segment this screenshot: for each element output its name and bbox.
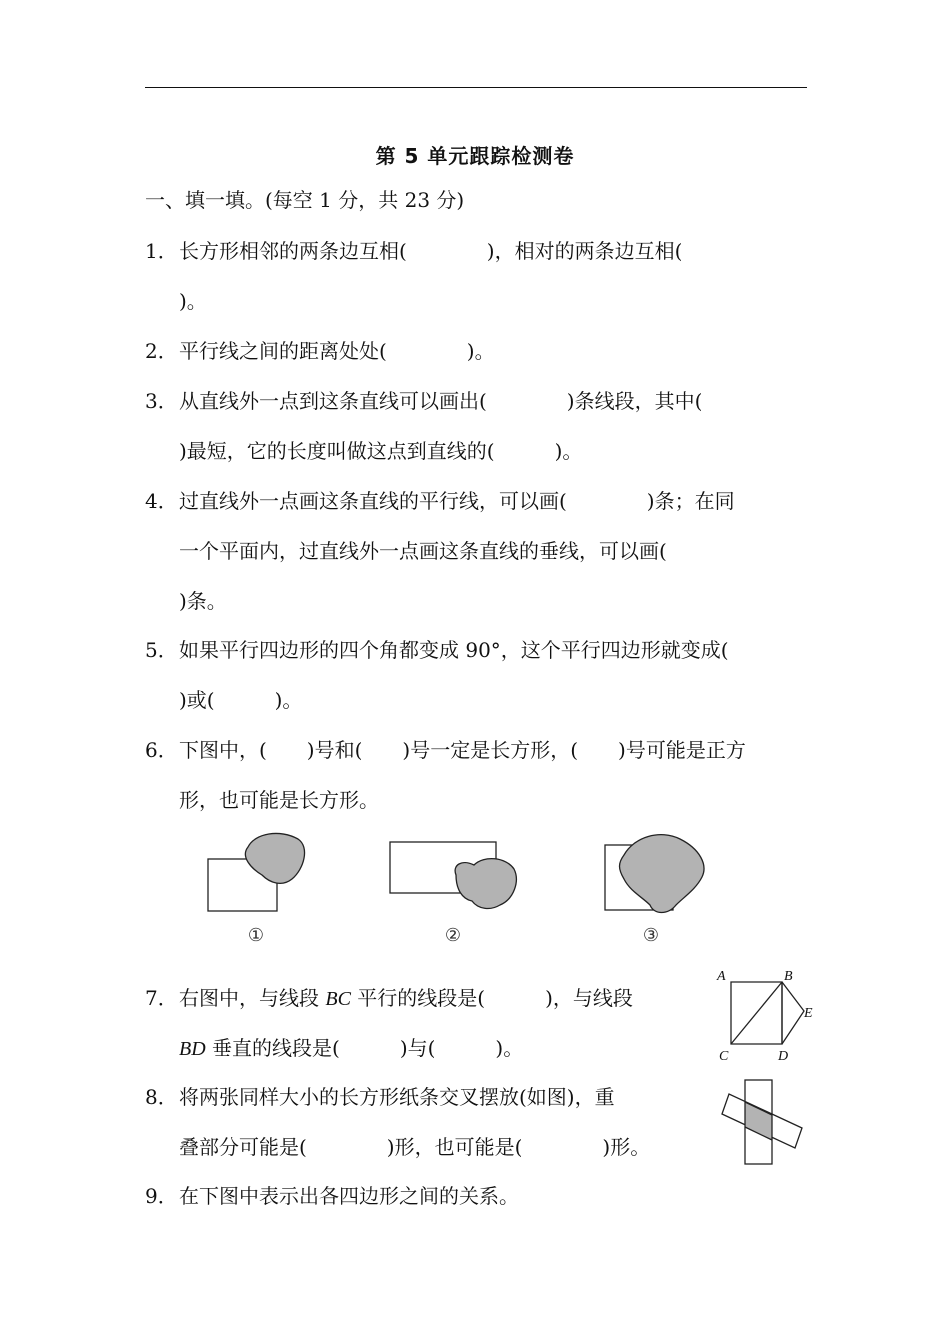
question-3-cont: )最短，它的长度叫做这点到直线的( )。 bbox=[179, 439, 583, 463]
question-3 bbox=[145, 389, 702, 413]
point-d-label: D bbox=[778, 1049, 789, 1064]
question-7 bbox=[145, 986, 633, 1011]
question-4 bbox=[145, 489, 735, 513]
point-e-label: E bbox=[804, 1006, 813, 1021]
question-2 bbox=[145, 339, 495, 363]
question-8-cont: 叠部分可能是( )形，也可能是( )形。 bbox=[179, 1135, 651, 1159]
question-text: 过直线外一点画这条直线的平行线，可以画( )条；在同 bbox=[179, 489, 735, 513]
question-7-cont bbox=[179, 1036, 523, 1061]
question-5-cont: )或( )。 bbox=[179, 688, 303, 712]
question-number: 3． bbox=[145, 389, 178, 413]
segment-bd: BD bbox=[179, 1038, 206, 1060]
question-number: 6． bbox=[145, 738, 178, 762]
question-6-cont: 形，也可能是长方形。 bbox=[179, 788, 379, 812]
question-8-figure bbox=[710, 1076, 810, 1171]
figure-1 bbox=[208, 833, 305, 946]
figure-1-label: ① bbox=[247, 925, 265, 946]
section-heading: 一、填一填。(每空 1 分，共 23 分) bbox=[145, 188, 465, 212]
page-title: 第 5 单元跟踪检测卷 bbox=[375, 144, 575, 168]
question-text-b: 平行的线段是( )，与线段 bbox=[350, 986, 633, 1010]
figure-2 bbox=[390, 842, 516, 946]
question-number: 4． bbox=[145, 489, 178, 513]
question-9 bbox=[145, 1184, 519, 1208]
question-text-a: 右图中，与线段 bbox=[179, 986, 326, 1010]
question-6 bbox=[145, 738, 746, 762]
question-number: 9． bbox=[145, 1184, 178, 1208]
question-text: 长方形相邻的两条边互相( )，相对的两条边互相( bbox=[179, 239, 683, 263]
question-number: 8． bbox=[145, 1085, 178, 1109]
question-4-cont: 一个平面内，过直线外一点画这条直线的垂线，可以画( bbox=[179, 539, 667, 563]
question-6-figures bbox=[0, 825, 950, 955]
question-text: 如果平行四边形的四个角都变成 90°，这个平行四边形就变成( bbox=[179, 638, 729, 662]
point-b-label: B bbox=[784, 969, 793, 984]
question-8 bbox=[145, 1085, 615, 1109]
question-number: 7． bbox=[145, 986, 178, 1010]
header-rule bbox=[145, 87, 807, 88]
question-number: 2． bbox=[145, 339, 178, 363]
point-c-label: C bbox=[719, 1049, 729, 1064]
question-text: 下图中，( )号和( )号一定是长方形，( )号可能是正方 bbox=[179, 738, 746, 762]
point-a-label: A bbox=[717, 969, 726, 984]
question-4-cont2: )条。 bbox=[179, 589, 227, 613]
question-text: 从直线外一点到这条直线可以画出( )条线段，其中( bbox=[179, 389, 703, 413]
figure-2-blob bbox=[455, 859, 516, 909]
question-1-cont: )。 bbox=[179, 289, 207, 313]
question-text: 将两张同样大小的长方形纸条交叉摆放(如图)，重 bbox=[179, 1085, 615, 1109]
question-number: 1． bbox=[145, 239, 178, 263]
question-text: 在下图中表示出各四边形之间的关系。 bbox=[179, 1184, 519, 1208]
triangle-bed bbox=[782, 982, 804, 1044]
question-7-figure bbox=[712, 964, 822, 1064]
segment-cb-line bbox=[731, 982, 782, 1044]
segment-bc: BC bbox=[325, 988, 351, 1010]
question-text-c: 垂直的线段是( )与( )。 bbox=[205, 1036, 524, 1060]
figure-3-label: ③ bbox=[642, 925, 660, 946]
question-5 bbox=[145, 638, 729, 662]
question-1 bbox=[145, 239, 682, 263]
question-text: 平行线之间的距离处处( )。 bbox=[179, 339, 495, 363]
figure-2-label: ② bbox=[444, 925, 462, 946]
question-number: 5． bbox=[145, 638, 178, 662]
figure-3 bbox=[605, 835, 704, 946]
